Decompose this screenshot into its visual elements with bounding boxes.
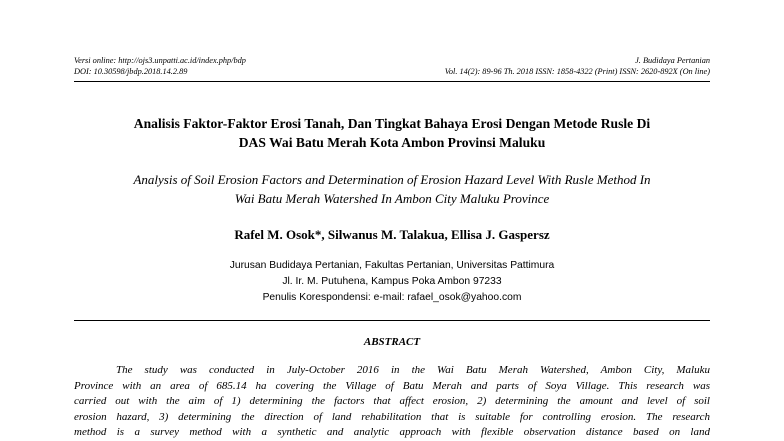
abstract-heading: ABSTRACT [363, 336, 421, 348]
title-en-line-1: Analysis of Soil Erosion Factors and Determination of Erosion Hazard Level With Rusle Method In [133, 172, 651, 187]
abstract-line: Province with an area of 685.14 ha covering the Village of Batu Merah and parts of Soya Village. This research was [74, 379, 710, 392]
online-version-link[interactable]: Versi online: http://ojs3.unpatti.ac.id/index.php/bdp [74, 56, 246, 65]
abstract-line: method is a survey method with a synthetic and analytic approach with flexible observation distance based on land [74, 426, 710, 438]
corresponding-email[interactable]: Penulis Korespondensi: e-mail: rafael_osok@yahoo.com [262, 292, 522, 303]
header-divider [74, 81, 710, 82]
author-list: Rafel M. Osok*, Silwanus M. Talakua, Ellisa J. Gaspersz [234, 227, 550, 242]
doi-text: DOI: 10.30598/jbdp.2018.14.2.89 [74, 67, 188, 76]
paper-title-english [74, 171, 710, 208]
title-en-line-2: Wai Batu Merah Watershed In Ambon City Maluku Province [234, 190, 550, 206]
abstract-body [74, 363, 710, 441]
volume-info: Vol. 14(2): 89-96 Th. 2018 ISSN: 1858-4322 (Print) ISSN: 2620-892X (On line) [444, 67, 710, 76]
abstract-divider [74, 320, 710, 321]
affiliation-address: Jl. Ir. M. Putuhena, Kampus Poka Ambon 97233 [282, 276, 502, 287]
header-right [445, 55, 710, 77]
title-line-2: DAS Wai Batu Merah Kota Ambon Provinsi Maluku [238, 134, 546, 150]
affiliation-block [74, 258, 710, 306]
abstract-line: The study was conducted in July-October 2016 in the Wai Batu Merah Watershed, Ambon City, Maluku [116, 364, 710, 376]
affiliation-department: Jurusan Budidaya Pertanian, Fakultas Pertanian, Universitas Pattimura [229, 260, 555, 271]
abstract-line: erosion hazard, 3) determining the direction of land rehabilitation that is suitable for controlling erosion. The research [74, 410, 710, 423]
abstract-line: carried out with the aim of 1) determining the factors that affect erosion, 2) determining the amount and level of soil [74, 395, 710, 407]
journal-name: J. Budidaya Pertanian [635, 56, 710, 65]
title-line-1: Analisis Faktor-Faktor Erosi Tanah, Dan Tingkat Bahaya Erosi Dengan Metode Rusle Di [133, 116, 651, 131]
header-left [74, 55, 246, 77]
paper-title-indonesian [74, 115, 710, 152]
